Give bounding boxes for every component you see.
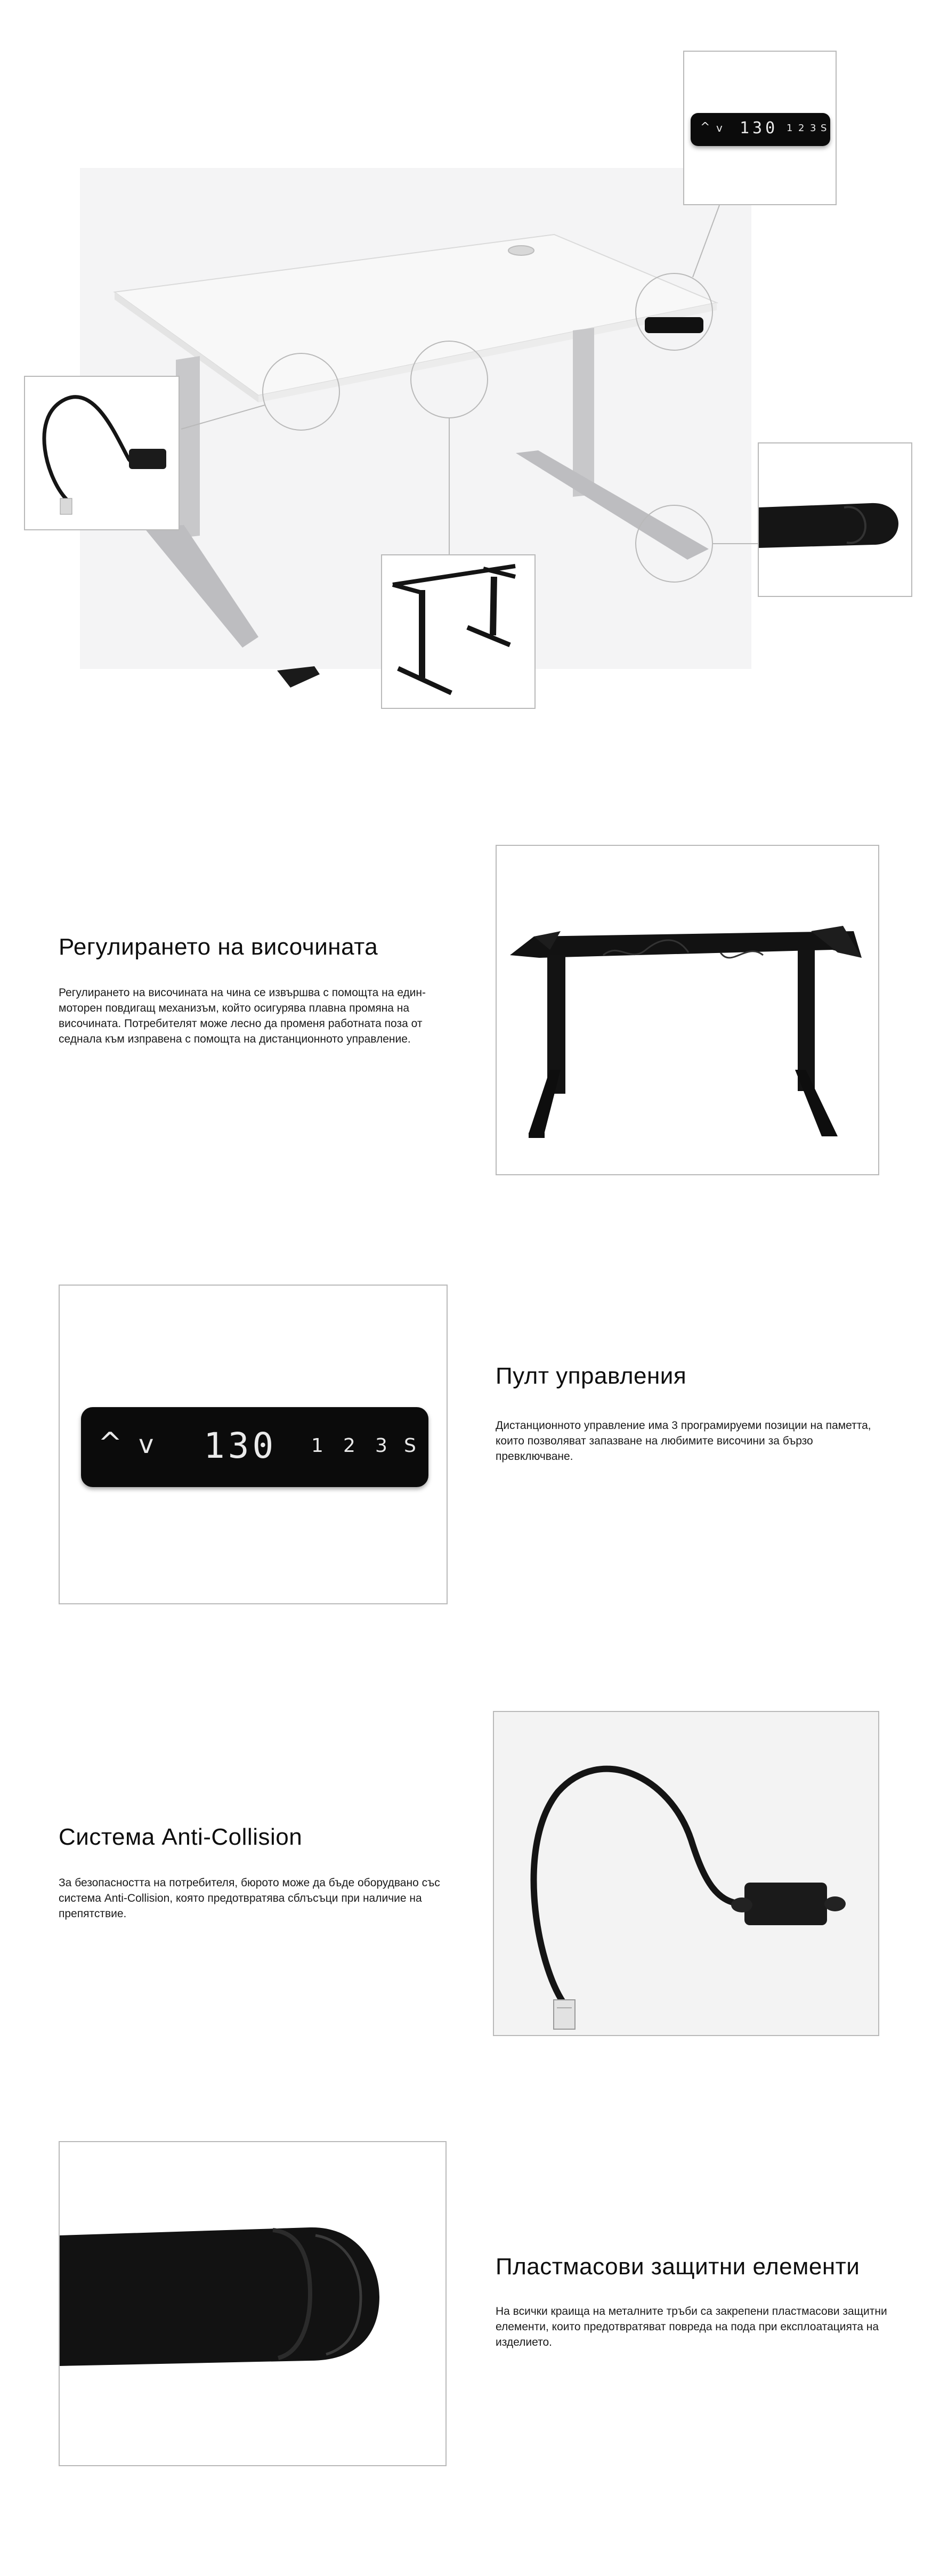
inset-foot-cap xyxy=(758,442,912,597)
section-protective-title: Пластмасови защитни елементи xyxy=(496,2254,860,2280)
remote-down-icon: v xyxy=(139,1430,154,1459)
inset-key-s: S xyxy=(821,123,827,134)
section-anticollision-title: Система Anti-Collision xyxy=(59,1824,303,1850)
desk-leg-right xyxy=(573,328,594,497)
remote-key-2: 2 xyxy=(343,1435,355,1457)
remote-height-display: 130 xyxy=(204,1425,277,1466)
section-height-title: Регулирането на височината xyxy=(59,934,378,960)
inset-cable-svg xyxy=(25,377,179,529)
inset-up-icon: ^ xyxy=(700,120,710,134)
section-height-image xyxy=(496,845,879,1175)
remote-panel xyxy=(81,1407,428,1487)
inset-remote xyxy=(683,51,837,205)
section-remote-title: Пулт управления xyxy=(496,1363,687,1389)
section-protective-image xyxy=(59,2141,447,2466)
section-protective-body: На всички краища на металните тръби са закрепени пластмасови защитни елементи, които предотвратяват повреда на пода при експлоатацията на изделието. xyxy=(496,2305,887,2348)
section-anticollision-body: За безопасността на потребителя, бюрото може да бъде оборудвано със система Anti-Collision, която предотвратява сблъсъци при наличие на препятствие. xyxy=(59,1877,440,1920)
remote-key-1: 1 xyxy=(311,1435,323,1457)
remote-up-icon: ^ xyxy=(98,1426,123,1460)
black-frame-svg xyxy=(497,846,878,1174)
protective-cap-svg xyxy=(60,2142,445,2465)
inset-frame-svg xyxy=(382,555,534,708)
section-remote-image xyxy=(59,1285,448,1604)
inset-remote-panel xyxy=(691,113,830,146)
floor-part xyxy=(277,666,320,688)
section-anticollision-image xyxy=(493,1711,879,2036)
inset-height-display: 130 xyxy=(740,119,779,138)
inset-frame xyxy=(381,554,536,709)
inset-key-3: 3 xyxy=(810,123,816,134)
inset-down-icon: v xyxy=(716,122,723,134)
inset-foot-cap-svg xyxy=(759,443,911,596)
inset-key-2: 2 xyxy=(798,123,805,134)
inset-cable xyxy=(24,376,180,530)
remote-key-3: 3 xyxy=(375,1435,387,1457)
section-remote-body: Дистанционното управление има 3 програмируеми позиции на паметта, които позволяват запазване на любимите височини за бързо превключване. xyxy=(496,1419,871,1463)
anticollision-cable-svg xyxy=(494,1712,878,2035)
remote-key-s: S xyxy=(404,1435,416,1457)
section-height-body: Регулирането на височината на чина се извършва с помощта на един- моторен повдигащ механизъм, който осигурява плавна промяна на височината. Потребителят може лесно да променя работната поза от седнала към изправена с помощта на дистанционното управление. xyxy=(59,987,426,1045)
desk-remote xyxy=(645,317,703,333)
inset-key-1: 1 xyxy=(787,123,793,134)
cable-grommet xyxy=(508,246,534,255)
